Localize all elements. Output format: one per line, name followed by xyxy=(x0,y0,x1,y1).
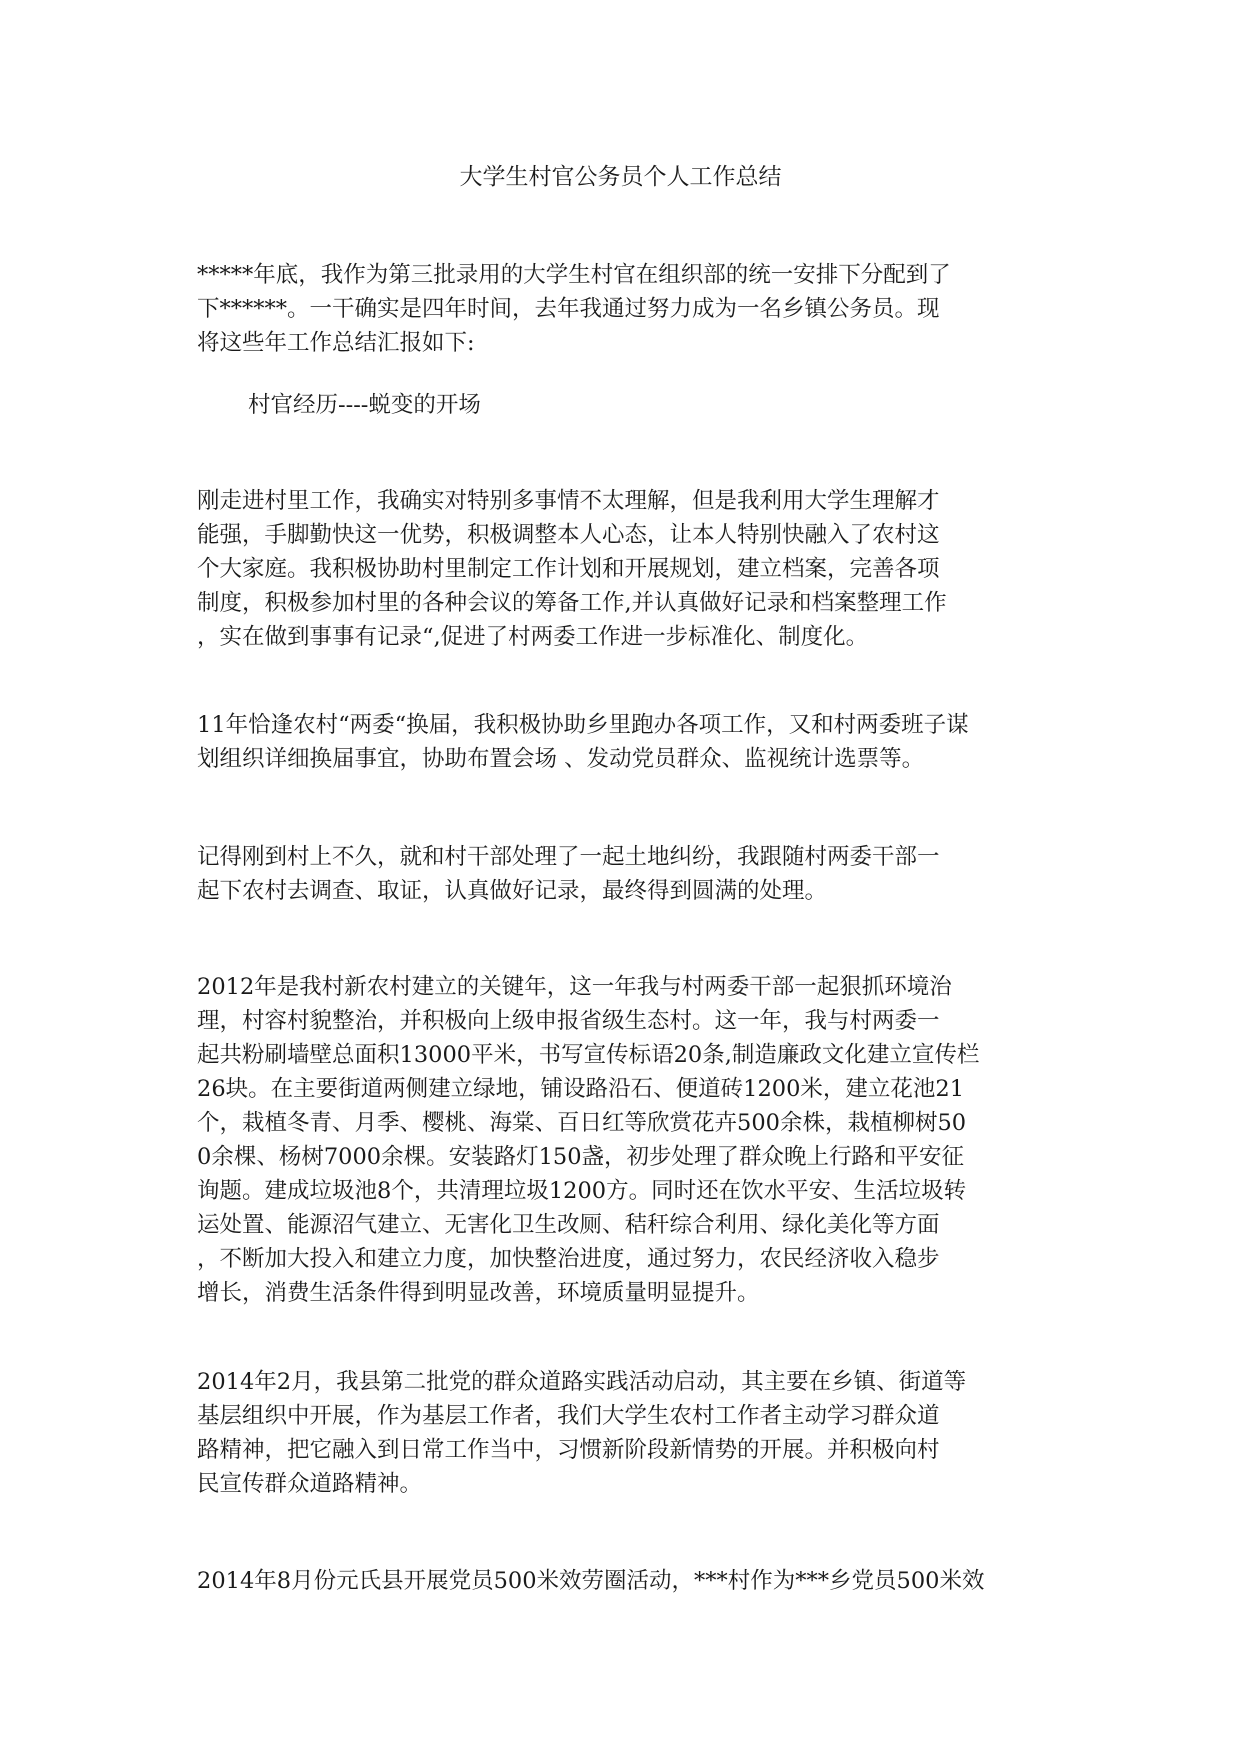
text-line: 制度，积极参加村里的各种会议的筹备工作,并认真做好记录和档案整理工作 xyxy=(197,590,947,616)
intro-paragraph xyxy=(197,258,1059,360)
text-line: 理，村容村貌整治，并积极向上级申报省级生态村。这一年，我与村两委一 xyxy=(197,1008,940,1034)
text-line: 运处置、能源沼气建立、无害化卫生改厕、秸秆综合利用、绿化美化等方面 xyxy=(197,1212,940,1238)
paragraph-6 xyxy=(197,1564,1059,1598)
text-line: 起下农村去调查、取证，认真做好记录，最终得到圆满的处理。 xyxy=(197,878,828,904)
text-line: 路精神，把它融入到日常工作当中，习惯新阶段新情势的开展。并积极向村 xyxy=(197,1437,940,1463)
text-line: 增长，消费生活条件得到明显改善，环境质量明显提升。 xyxy=(197,1280,760,1306)
text-line: 2014年8月份元氏县开展党员500米效劳圈活动，***村作为***乡党员500米效 xyxy=(197,1568,985,1594)
text-line: 11年恰逢农村“两委“换届，我积极协助乡里跑办各项工作，又和村两委班子谋 xyxy=(197,712,969,738)
text-line: 民宣传群众道路精神。 xyxy=(197,1471,423,1497)
text-line: 0余棵、杨树7000余棵。安装路灯150盏，初步处理了群众晚上行路和平安征 xyxy=(197,1144,965,1170)
text-line: 个大家庭。我积极协助村里制定工作计划和开展规划，建立档案，完善各项 xyxy=(197,556,940,582)
text-line: 刚走进村里工作，我确实对特别多事情不太理解，但是我利用大学生理解才 xyxy=(197,488,940,514)
section-heading: 村官经历----蜕变的开场 xyxy=(248,392,481,418)
text-line: 能强，手脚勤快这一优势，积极调整本人心态，让本人特别快融入了农村这 xyxy=(197,522,940,548)
text-line: *****年底，我作为第三批录用的大学生村官在组织部的统一安排下分配到了 xyxy=(197,262,951,288)
text-line: 个，栽植冬青、月季、樱桃、海棠、百日红等欣赏花卉500余株，栽植柳树50 xyxy=(197,1110,967,1136)
text-line: 记得刚到村上不久，就和村干部处理了一起土地纠纷，我跟随村两委干部一 xyxy=(197,844,940,870)
text-line: 26块。在主要街道两侧建立绿地，铺设路沿石、便道砖1200米，建立花池21 xyxy=(197,1076,965,1102)
paragraph-4 xyxy=(197,970,1059,1310)
paragraph-2 xyxy=(197,708,1059,776)
paragraph-1 xyxy=(197,484,1059,654)
text-line: 将这些年工作总结汇报如下: xyxy=(197,330,475,356)
text-line: 下******。一干确实是四年时间，去年我通过努力成为一名乡镇公务员。现 xyxy=(197,296,940,322)
text-line: 划组织详细换届事宜，协助布置会场 、发动党员群众、监视统计选票等。 xyxy=(197,746,925,772)
text-line: ，实在做到事事有记录“,促进了村两委工作进一步标准化、制度化。 xyxy=(197,624,869,650)
text-line: 2014年2月，我县第二批党的群众道路实践活动启动，其主要在乡镇、街道等 xyxy=(197,1369,967,1395)
text-line: 2012年是我村新农村建立的关键年，这一年我与村两委干部一起狠抓环境治 xyxy=(197,974,952,1000)
document-title: 大学生村官公务员个人工作总结 xyxy=(459,164,782,190)
text-line: 询题。建成垃圾池8个，共清理垃圾1200方。同时还在饮水平安、生活垃圾转 xyxy=(197,1178,967,1204)
text-line: 基层组织中开展，作为基层工作者，我们大学生农村工作者主动学习群众道 xyxy=(197,1403,940,1429)
paragraph-3 xyxy=(197,840,1059,908)
text-line: ，不断加大投入和建立力度，加快整治进度，通过努力，农民经济收入稳步 xyxy=(197,1246,940,1272)
paragraph-5 xyxy=(197,1365,1059,1501)
text-line: 起共粉刷墙壁总面积13000平米，书写宣传标语20条,制造廉政文化建立宣传栏 xyxy=(197,1042,980,1068)
